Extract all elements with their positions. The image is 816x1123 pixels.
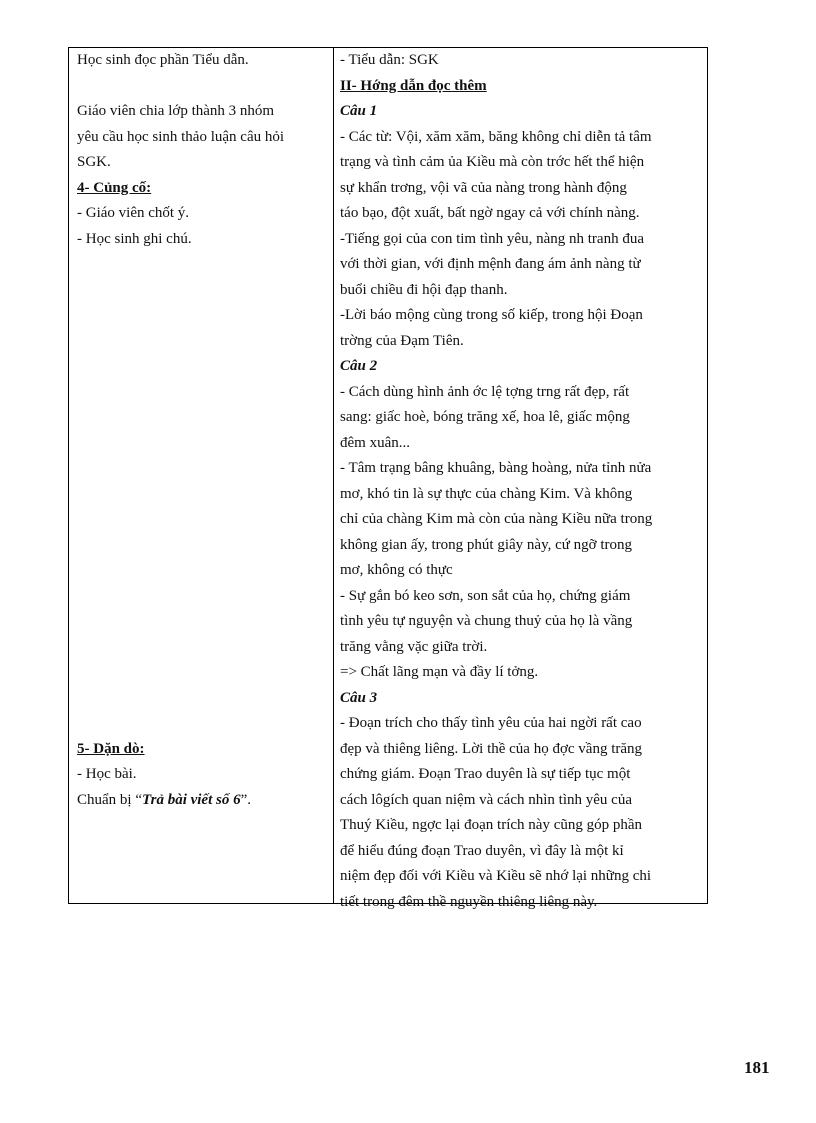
cau-2-line: mơ, không có thực	[340, 562, 453, 578]
cau-3-line: niệm đẹp đối với Kiều và Kiều sẽ nhớ lại những chi	[340, 868, 652, 884]
group-task-line: SGK.	[77, 154, 111, 170]
cau-1-line: buổi chiều đi hội đạp thanh.	[340, 281, 508, 298]
cau-3-label: Câu 3	[340, 689, 378, 706]
prepare-title: Trả bài viết số 6	[142, 791, 241, 808]
page-number: 181	[744, 1058, 770, 1077]
cau-1-line: táo bạo, đột xuất, bất ngờ ngay cả với chính nàng.	[340, 205, 640, 221]
cau-3-line: chứng giám. Đoạn Trao duyên là sự tiếp tục một	[340, 766, 631, 782]
cau-2-line: đêm xuân...	[340, 434, 410, 451]
lesson-content-column	[340, 48, 705, 915]
cau-1-line: sự khẩn trơng, vội vã của nàng trong hành động	[340, 179, 627, 196]
cau-3-line: đẹp và thiêng liêng. Lời thề của họ đợc vầng trăng	[340, 740, 643, 757]
section-4-item: - Giáo viên chốt ý.	[77, 205, 190, 221]
section-5-title: 5- Dặn dò:	[77, 740, 145, 757]
section-4-item: - Học sinh ghi chú.	[77, 230, 192, 247]
cau-1-label: Câu 1	[340, 103, 378, 119]
cau-1-line: -Lời báo mộng cùng trong số kiếp, trong hội Đoạn	[340, 307, 643, 323]
section-4-title: 4- Củng cố:	[77, 179, 152, 196]
group-task-line: yêu cầu học sinh thảo luận câu hỏi	[77, 128, 285, 145]
cau-3-line: tiết trong đêm thề nguyền thiêng liêng này.	[340, 893, 598, 910]
cau-3-line: - Đoạn trích cho thấy tình yêu của hai ngời rất cao	[340, 715, 642, 731]
cau-2-line: tình yêu tự nguyện và chung thuỷ của họ là vầng	[340, 613, 633, 629]
cau-1-line: trờng của Đạm Tiên.	[340, 332, 464, 349]
cau-2-line: - Tâm trạng bâng khuâng, bàng hoàng, nửa tỉnh nửa	[340, 460, 652, 476]
lesson-table	[68, 47, 708, 910]
right-intro: - Tiểu dẫn: SGK	[340, 52, 439, 68]
cau-2-line: sang: giấc hoè, bóng trăng xế, hoa lê, giấc mộng	[340, 409, 630, 425]
teacher-student-activities-column	[77, 48, 327, 813]
section-title: II- Hớng dẫn đọc thêm	[340, 77, 487, 94]
cau-1-line: - Các từ: Vội, xăm xăm, băng không chỉ diễn tả tâm	[340, 128, 652, 145]
cau-2-line: không gian ấy, trong phút giây này, cứ ngỡ trong	[340, 536, 632, 553]
section-5-item: - Học bài.	[77, 766, 137, 782]
cau-2-line: - Cách dùng hình ảnh ớc lệ tợng trng rất đẹp, rất	[340, 383, 630, 400]
cau-1-line: trạng và tình cảm ủa Kiều mà còn trớc hết thể hiện	[340, 154, 645, 170]
cau-2-line: chỉ của chàng Kim mà còn của nàng Kiều nữa trong	[340, 511, 653, 527]
cau-2-line: trăng vằng vặc giữa trời.	[340, 638, 488, 655]
group-task-line: Giáo viên chia lớp thành 3 nhóm	[77, 103, 275, 119]
cau-2-line: => Chất lãng mạn và đầy lí tởng.	[340, 664, 539, 680]
column-divider	[333, 48, 334, 903]
left-intro: Học sinh đọc phần Tiểu dẫn.	[77, 52, 249, 68]
cau-2-line: mơ, khó tin là sự thực của chàng Kim. Và không	[340, 485, 633, 502]
cau-1-line: với thời gian, với định mệnh đang ám ảnh nàng từ	[340, 256, 641, 272]
cau-3-line: Thuý Kiều, ngợc lại đoạn trích này cũng góp phần	[340, 817, 643, 833]
cau-2-label: Câu 2	[340, 358, 378, 374]
prepare-line	[77, 788, 327, 814]
cau-1-line: -Tiếng gọi của con tim tình yêu, nàng nh tranh đua	[340, 230, 644, 247]
cau-3-line: cách lôgích quan niệm và cách nhìn tình yêu của	[340, 791, 632, 808]
prepare-prefix: Chuẩn bị “	[77, 791, 142, 808]
cau-2-line: - Sự gắn bó keo sơn, son sắt của họ, chứng giám	[340, 587, 631, 604]
prepare-suffix: ”.	[240, 791, 252, 808]
cau-3-line: để hiểu đúng đoạn Trao duyên, vì đây là một kỉ	[340, 842, 624, 859]
